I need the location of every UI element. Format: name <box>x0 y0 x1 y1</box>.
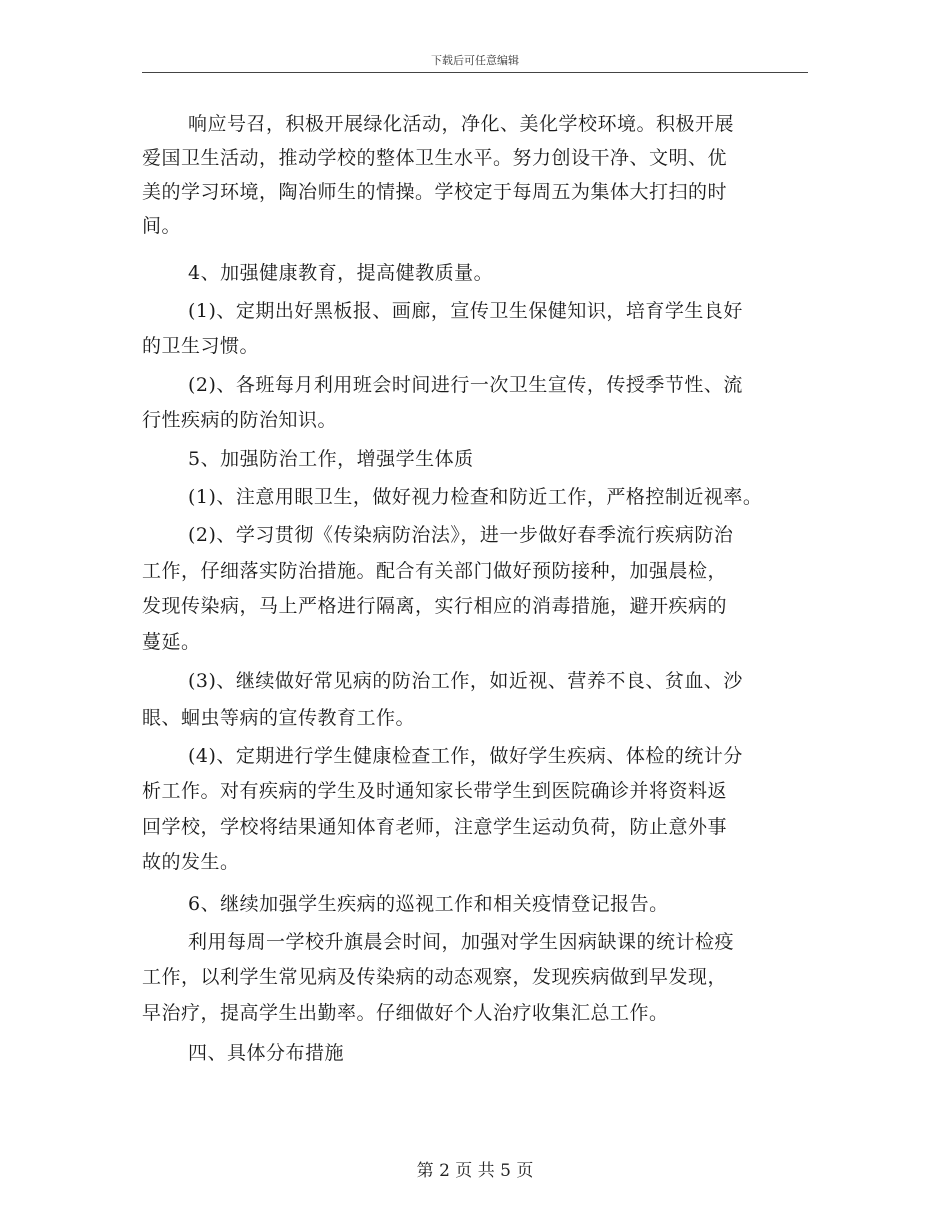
paragraph-line: 行性疾病的防治知识。 <box>142 409 338 431</box>
paragraph-line: 利用每周一学校升旗晨会时间，加强对学生因病缺课的统计检疫 <box>188 931 735 953</box>
paragraph-line: 响应号召，积极开展绿化活动，净化、美化学校环境。积极开展 <box>188 113 735 135</box>
paragraph-line: 故的发生。 <box>142 851 240 873</box>
paragraph-line: 美的学习环境，陶冶师生的情操。学校定于每周五为集体大打扫的时 <box>142 181 728 203</box>
paragraph-line: (4)、定期进行学生健康检查工作，做好学生疾病、体检的统计分 <box>188 745 743 767</box>
paragraph-line: 爱国卫生活动，推动学校的整体卫生水平。努力创设干净、文明、优 <box>142 147 728 169</box>
paragraph-line: 间。 <box>142 215 182 237</box>
paragraph-line: 发现传染病，马上严格进行隔离，实行相应的消毒措施，避开疾病的 <box>142 595 728 617</box>
paragraph-line: (2)、各班每月利用班会时间进行一次卫生宣传，传授季节性、流 <box>188 374 743 396</box>
paragraph-line: 蔓延。 <box>142 631 201 653</box>
paragraph-line: (1)、注意用眼卫生，做好视力检查和防近工作，严格控制近视率。 <box>188 486 763 508</box>
paragraph-line: (2)、学习贯彻《传染病防治法》，进一步做好春季流行疾病防治 <box>188 524 734 546</box>
paragraph-line: 析工作。对有疾病的学生及时通知家长带学生到医院确诊并将资料返 <box>142 780 728 802</box>
section-heading: 5、加强防治工作，增强学生体质 <box>188 448 474 470</box>
paragraph-line: 工作，以利学生常见病及传染病的动态观察，发现疾病做到早发现， <box>142 966 728 988</box>
header-divider <box>142 72 808 73</box>
paragraph-line: (1)、定期出好黑板报、画廊，宣传卫生保健知识，培育学生良好 <box>188 300 743 322</box>
page-number-footer: 第 2 页 共 5 页 <box>416 1161 534 1181</box>
section-heading: 6、继续加强学生疾病的巡视工作和相关疫情登记报告。 <box>188 893 669 915</box>
paragraph-line: 眼、蛔虫等病的宣传教育工作。 <box>142 707 416 729</box>
paragraph-line: 的卫生习惯。 <box>142 335 260 357</box>
section-heading: 4、加强健康教育，提高健教质量。 <box>188 262 494 284</box>
paragraph-line: (3)、继续做好常见病的防治工作，如近视、营养不良、贫血、沙 <box>188 670 743 692</box>
section-heading: 四、具体分布措施 <box>188 1042 345 1064</box>
paragraph-line: 回学校，学校将结果通知体育老师，注意学生运动负荷，防止意外事 <box>142 816 728 838</box>
paragraph-line: 早治疗，提高学生出勤率。仔细做好个人治疗收集汇总工作。 <box>142 1002 669 1024</box>
paragraph-line: 工作，仔细落实防治措施。配合有关部门做好预防接种，加强晨检， <box>142 560 728 582</box>
page-header: 下载后可任意编辑 <box>431 54 519 67</box>
